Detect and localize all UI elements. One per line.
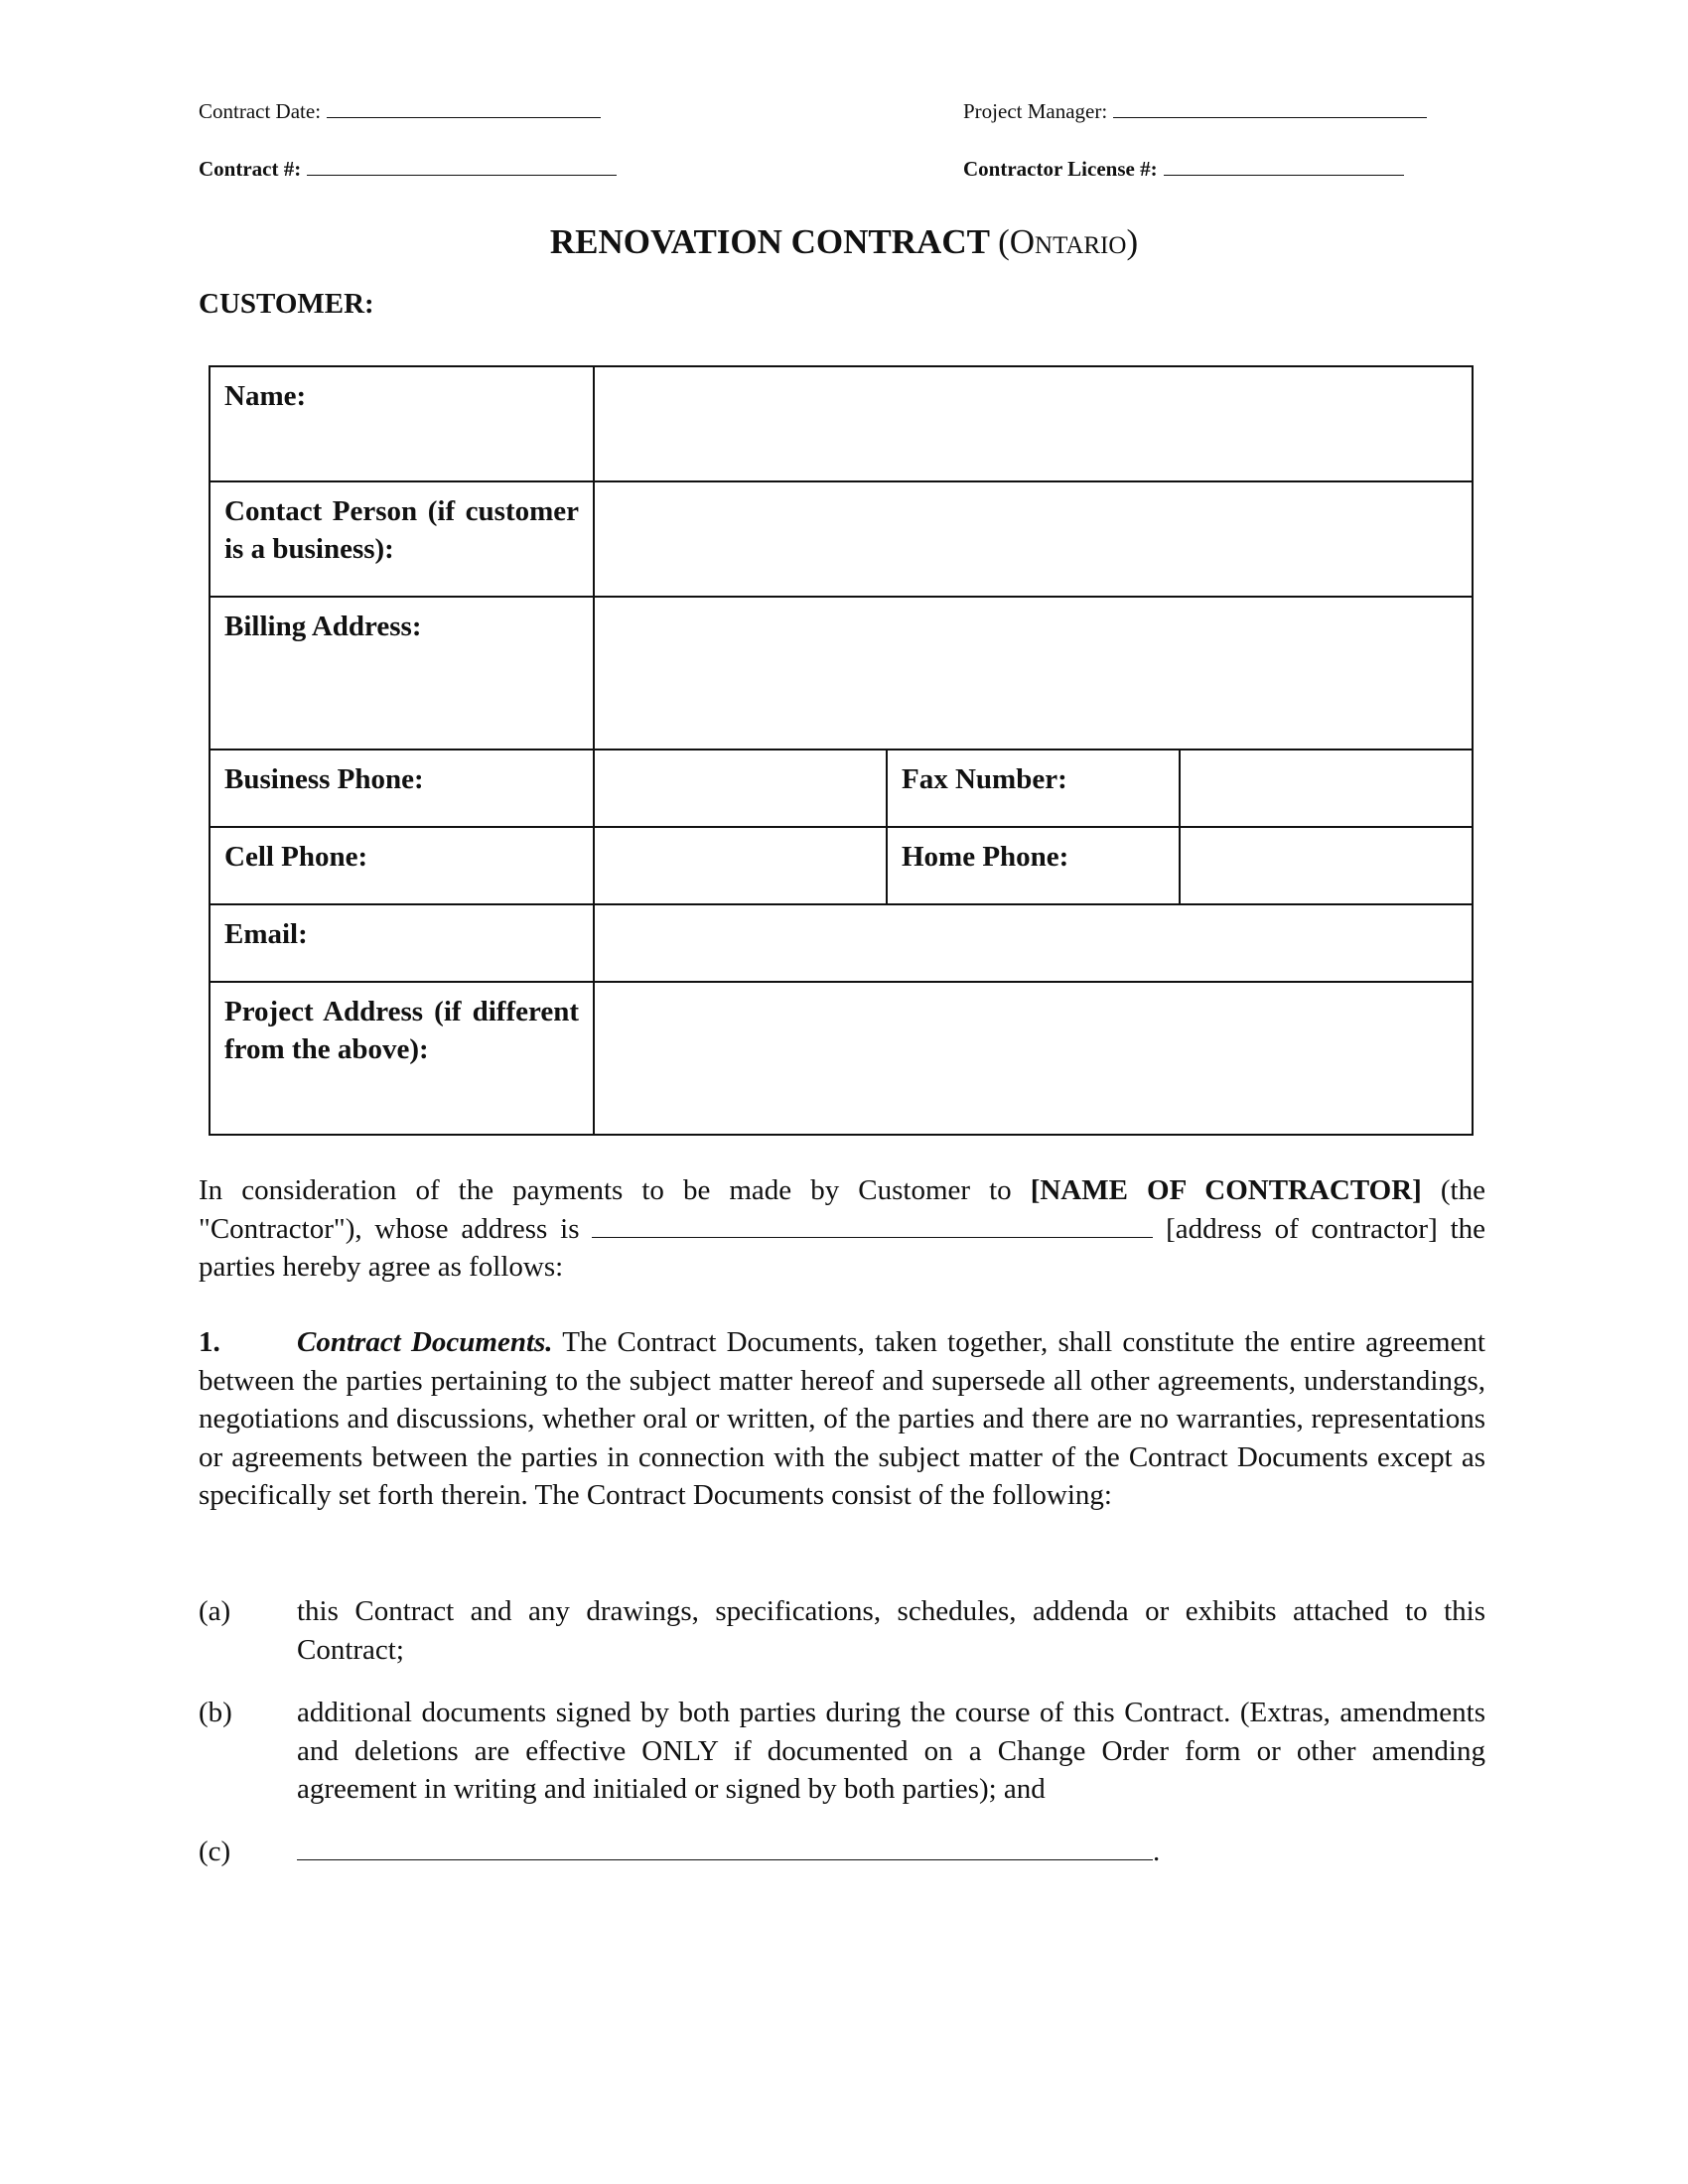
list-item	[199, 1694, 1485, 1809]
contractor-name-placeholder: [NAME OF CONTRACTOR]	[1030, 1174, 1422, 1206]
customer-heading: CUSTOMER:	[199, 288, 374, 320]
contract-date-label: Contract Date:	[199, 99, 322, 123]
intro-part1: In consideration of the payments to be made by Customer to	[199, 1174, 1031, 1206]
name-label: Name:	[210, 366, 594, 481]
contract-date-blank[interactable]	[327, 116, 601, 118]
item-c-blank[interactable]	[297, 1858, 1153, 1860]
intro-paragraph	[199, 1171, 1485, 1287]
item-b-marker: (b)	[199, 1697, 232, 1728]
billing-address-label: Billing Address:	[210, 597, 594, 750]
contractor-address-blank[interactable]	[592, 1236, 1153, 1238]
fax-number-label: Fax Number:	[887, 750, 1180, 827]
project-manager-field	[963, 99, 1427, 124]
item-b-text: additional documents signed by both parties during the course of this Contract. (Extras, amendments and deletions are effective ONLY if documented on a Change Order form or other amending agreement in writing and initialed or signed by both parties); and	[297, 1697, 1485, 1805]
list-item	[199, 1592, 1485, 1669]
section-1-heading: Contract Documents.	[297, 1326, 553, 1358]
section-1-number: 1.	[199, 1326, 220, 1358]
billing-address-input-cell[interactable]	[594, 597, 1473, 750]
email-label: Email:	[210, 904, 594, 982]
contractor-license-label: Contractor License #:	[963, 157, 1158, 181]
business-phone-label: Business Phone:	[210, 750, 594, 827]
item-c-marker: (c)	[199, 1836, 231, 1867]
project-manager-blank[interactable]	[1113, 116, 1427, 118]
contract-number-label: Contract #:	[199, 157, 302, 181]
item-a-text: this Contract and any drawings, specifications, schedules, addenda or exhibits attached to this Contract;	[297, 1595, 1485, 1666]
table-row	[210, 982, 1473, 1135]
document-title	[0, 222, 1688, 262]
project-address-label: Project Address (if different from the above):	[210, 982, 594, 1135]
item-c-period: .	[1153, 1836, 1161, 1867]
contract-number-field	[199, 157, 617, 182]
contact-person-input-cell[interactable]	[594, 481, 1473, 597]
cell-phone-input-cell[interactable]	[594, 827, 887, 904]
cell-phone-label: Cell Phone:	[210, 827, 594, 904]
home-phone-input-cell[interactable]	[1180, 827, 1473, 904]
contract-number-blank[interactable]	[307, 174, 617, 176]
table-row	[210, 750, 1473, 827]
title-main: RENOVATION CONTRACT	[549, 222, 990, 261]
name-input-cell[interactable]	[594, 366, 1473, 481]
table-row	[210, 366, 1473, 481]
contact-person-label: Contact Person (if customer is a business):	[210, 481, 594, 597]
contractor-license-blank[interactable]	[1164, 174, 1404, 176]
section-1-paragraph	[199, 1323, 1485, 1515]
table-row	[210, 597, 1473, 750]
home-phone-label: Home Phone:	[887, 827, 1180, 904]
list-item	[199, 1833, 1485, 1871]
contractor-license-field	[963, 157, 1404, 182]
fax-number-input-cell[interactable]	[1180, 750, 1473, 827]
business-phone-input-cell[interactable]	[594, 750, 887, 827]
title-region: (Ontario)	[998, 222, 1139, 261]
contract-date-field	[199, 99, 601, 124]
table-row	[210, 481, 1473, 597]
table-row	[210, 904, 1473, 982]
item-c-line	[297, 1833, 1485, 1871]
table-row	[210, 827, 1473, 904]
section-1-body: The Contract Documents, taken together, shall constitute the entire agreement between the parties pertaining to the subject matter hereof and supersede all other agreements, understandings, negotiations and discussions, whether oral or written, of the parties and there are no warranties, representations or agreements between the parties in connection with the subject matter of the Contract Documents except as specifically set forth therein. The Contract Documents consist of the following:	[199, 1326, 1485, 1511]
email-input-cell[interactable]	[594, 904, 1473, 982]
project-address-input-cell[interactable]	[594, 982, 1473, 1135]
customer-info-table	[209, 365, 1474, 1136]
item-a-marker: (a)	[199, 1595, 231, 1627]
project-manager-label: Project Manager:	[963, 99, 1108, 123]
intro-part3: [address of contractor] the parties hereby agree as follows:	[199, 1212, 1485, 1283]
intro-part2: (the "Contractor"), whose address is	[199, 1174, 1485, 1245]
